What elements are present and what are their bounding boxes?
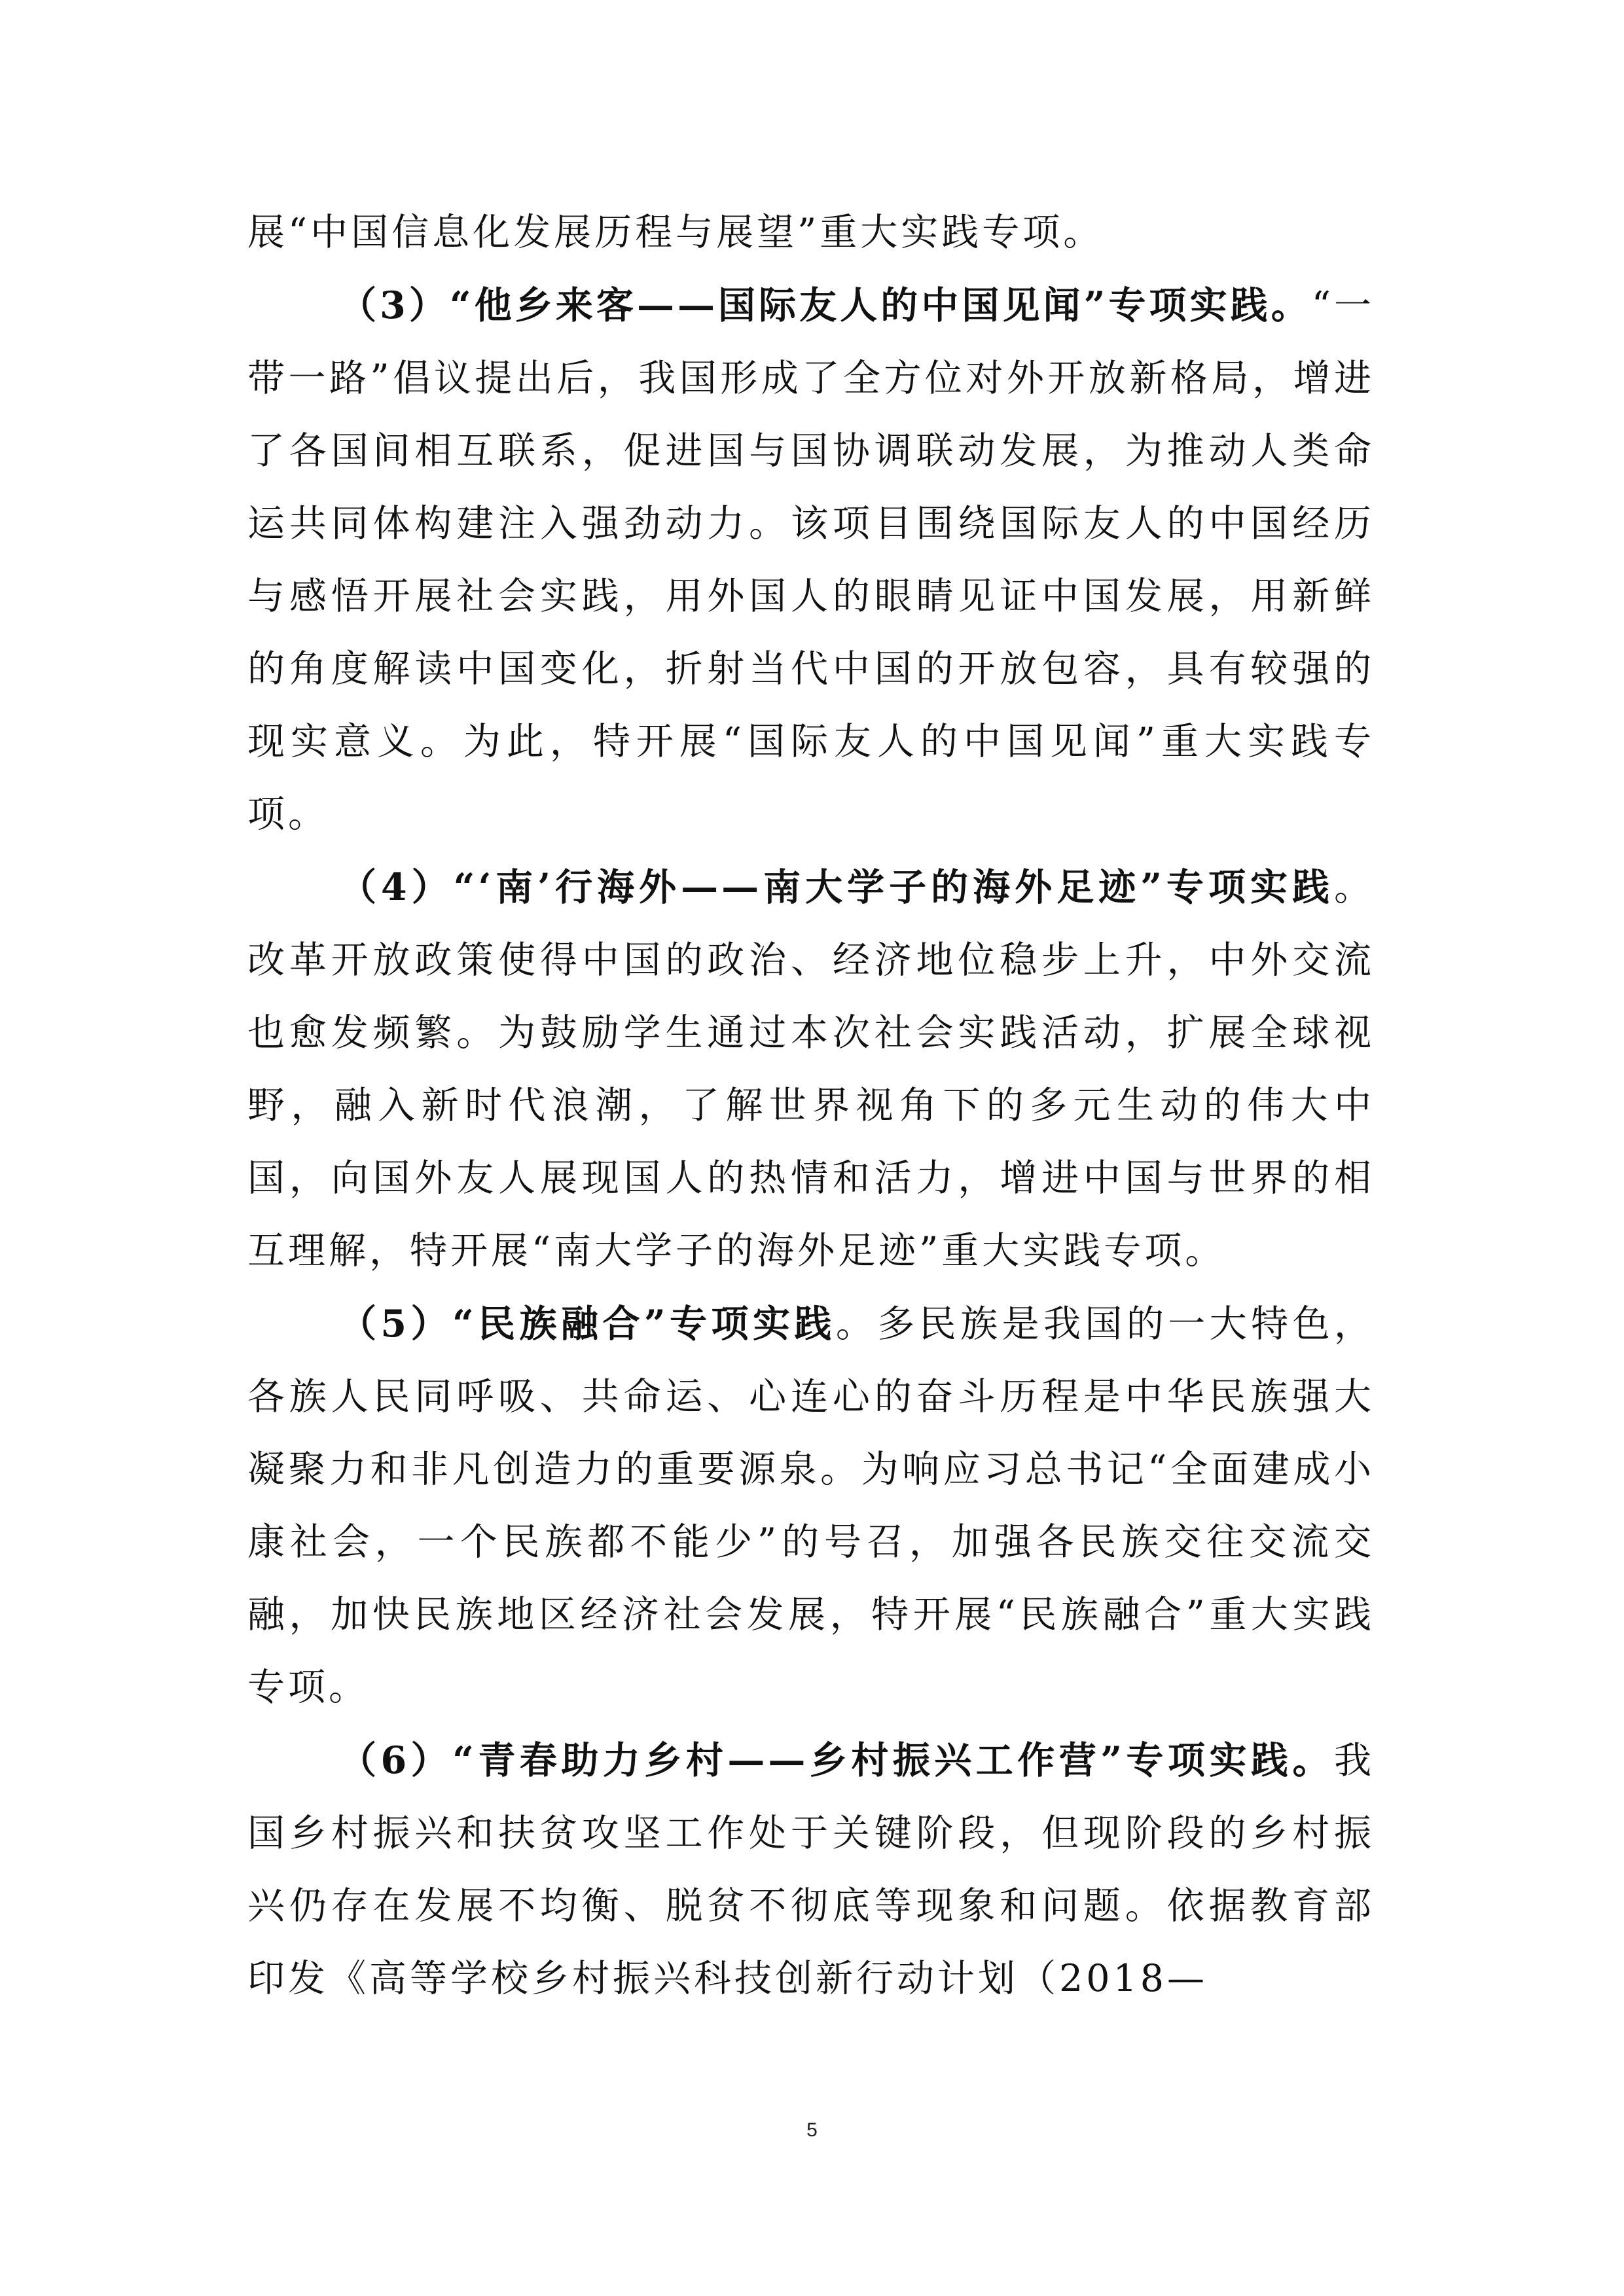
paragraph-body: 展“中国信息化发展历程与展望”重大实践专项。 — [247, 211, 1104, 254]
paragraph-continuation — [247, 196, 1375, 269]
paragraph-body: 。改革开放政策使得中国的政治、经济地位稳步上升，中外交流也愈发频繁。为鼓励学生通过本次社会实践活动，扩展全球视野，融入新时代浪潮，了解世界视角下的多元生动的伟大中国，向国外友人展现国人的热情和活力，增进中国与世界的相互理解，特开展“南大学子的海外足迹”重大实践专项。 — [247, 866, 1375, 1272]
paragraph-item-3 — [247, 269, 1375, 851]
paragraph-body: 我国乡村振兴和扶贫攻坚工作处于关键阶段，但现阶段的乡村振兴仍存在发展不均衡、脱贫不彻底等现象和问题。依据教育部印发《高等学校乡村振兴科技创新行动计划（2018— — [247, 1739, 1375, 2000]
document-body — [247, 196, 1375, 2015]
page-number: 5 — [806, 2119, 818, 2141]
paragraph-heading: （3）“他乡来客——国际友人的中国见闻”专项实践。 — [339, 283, 1312, 327]
paragraph-item-6 — [247, 1724, 1375, 2015]
paragraph-item-5 — [247, 1287, 1375, 1724]
paragraph-body: “一带一路”倡议提出后，我国形成了全方位对外开放新格局，增进了各国间相互联系，促进国与国协调联动发展，为推动人类命运共同体构建注入强劲动力。该项目围绕国际友人的中国经历与感悟开展社会实践，用外国人的眼睛见证中国发展，用新鲜的角度解读中国变化，折射当代中国的开放包容，具有较强的现实意义。为此，特开展“国际友人的中国见闻”重大实践专项。 — [247, 284, 1375, 836]
paragraph-item-4 — [247, 851, 1375, 1287]
paragraph-body: 。多民族是我国的一大特色，各族人民同呼吸、共命运、心连心的奋斗历程是中华民族强大凝聚力和非凡创造力的重要源泉。为响应习总书记“全面建成小康社会，一个民族都不能少”的号召，加强各民族交往交流交融，加快民族地区经济社会发展，特开展“民族融合”重大实践专项。 — [247, 1302, 1375, 1709]
paragraph-heading: （4）“‘南’行海外——南大学子的海外足迹”专项实践 — [339, 865, 1334, 909]
paragraph-heading: （5）“民族融合”专项实践 — [339, 1302, 836, 1346]
paragraph-heading: （6）“青春助力乡村——乡村振兴工作营”专项实践。 — [339, 1738, 1334, 1782]
